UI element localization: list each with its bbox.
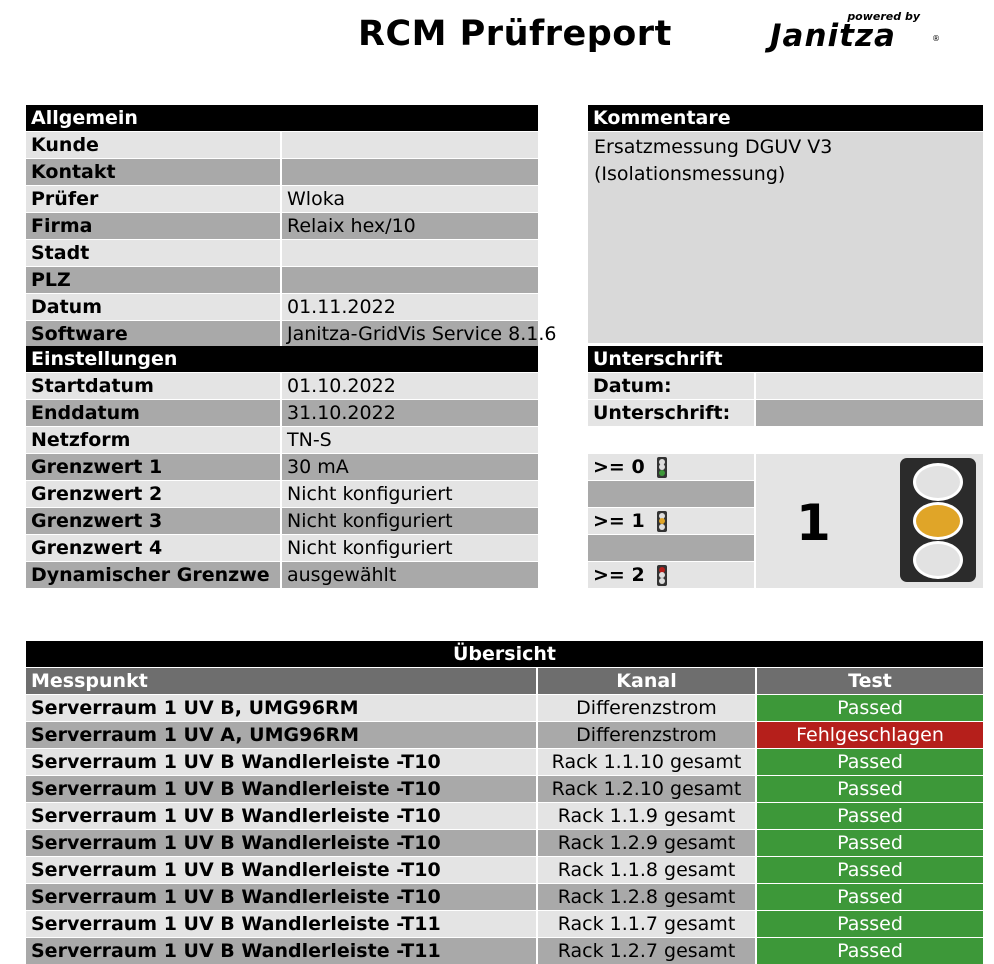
einstellungen-label: Startdatum [26, 373, 280, 399]
column-header-test: Test [757, 668, 983, 694]
logo-name: Janitza [770, 18, 896, 54]
test-status-badge: Passed [757, 884, 983, 910]
test-status-badge: Passed [757, 938, 983, 964]
einstellungen-label: Enddatum [26, 400, 280, 426]
einstellungen-value: 01.10.2022 [282, 373, 538, 399]
einstellungen-row [26, 562, 538, 588]
allgemein-row [26, 186, 538, 212]
allgemein-value [282, 159, 538, 185]
allgemein-header-blank [282, 105, 538, 131]
allgemein-row [26, 294, 538, 320]
kanal-cell: Rack 1.1.9 gesamt [538, 803, 755, 829]
kanal-cell: Differenzstrom [538, 722, 755, 748]
allgemein-label: Kunde [26, 132, 280, 158]
test-status-badge: Passed [757, 695, 983, 721]
allgemein-label: Prüfer [26, 186, 280, 212]
einstellungen-value: Nicht konfiguriert [282, 481, 538, 507]
traffic-light-green-icon [657, 457, 667, 478]
unterschrift-datum-value [756, 373, 983, 399]
messpunkt-cell: Serverraum 1 UV A, UMG96RM [26, 722, 536, 748]
ampel-legend-label: >= 0 [593, 456, 645, 478]
messpunkt-cell: Serverraum 1 UV B Wandlerleiste -T11 [26, 938, 536, 964]
einstellungen-row [26, 373, 538, 399]
kanal-cell: Rack 1.1.10 gesamt [538, 749, 755, 775]
comment-line: (Isolationsmessung) [594, 163, 786, 185]
kommentare-header: Kommentare [588, 105, 983, 131]
test-status-badge: Passed [757, 776, 983, 802]
allgemein-label: Kontakt [26, 159, 280, 185]
einstellungen-value: 31.10.2022 [282, 400, 538, 426]
allgemein-label: Stadt [26, 240, 280, 266]
allgemein-row [26, 267, 538, 293]
table-row [26, 722, 983, 748]
allgemein-value: Relaix hex/10 [282, 213, 538, 239]
kanal-cell: Rack 1.1.7 gesamt [538, 911, 755, 937]
messpunkt-cell: Serverraum 1 UV B Wandlerleiste -T10 [26, 749, 536, 775]
einstellungen-value: ausgewählt [282, 562, 538, 588]
einstellungen-label: Grenzwert 4 [26, 535, 280, 561]
messpunkt-cell: Serverraum 1 UV B Wandlerleiste -T10 [26, 884, 536, 910]
einstellungen-value: TN-S [282, 427, 538, 453]
table-row [26, 884, 983, 910]
allgemein-header-row [26, 105, 538, 131]
test-status-badge: Passed [757, 830, 983, 856]
allgemein-value: Janitza-GridVis Service 8.1.6 [282, 321, 538, 347]
unterschrift-header-blank [756, 346, 983, 372]
table-row [26, 749, 983, 775]
einstellungen-label: Netzform [26, 427, 280, 453]
test-status-badge: Passed [757, 911, 983, 937]
einstellungen-value: Nicht konfiguriert [282, 535, 538, 561]
unterschrift-datum-label: Datum: [588, 373, 754, 399]
test-status-badge: Fehlgeschlagen [757, 722, 983, 748]
allgemein-row [26, 240, 538, 266]
einstellungen-header-row [26, 346, 538, 372]
ampel-legend-1 [588, 508, 754, 534]
allgemein-row [26, 132, 538, 158]
page-title: RCM Prüfreport [358, 14, 672, 54]
allgemein-label: Software [26, 321, 280, 347]
einstellungen-value: Nicht konfiguriert [282, 508, 538, 534]
einstellungen-row [26, 454, 538, 480]
ampel-legend-2 [588, 562, 754, 588]
traffic-light-yellow-icon [657, 511, 667, 532]
traffic-light-red-icon [657, 565, 667, 586]
unterschrift-sign-value [756, 400, 983, 426]
allgemein-header: Allgemein [26, 105, 282, 131]
einstellungen-header: Einstellungen [26, 346, 282, 372]
kanal-cell: Rack 1.2.8 gesamt [538, 884, 755, 910]
kanal-cell: Rack 1.1.8 gesamt [538, 857, 755, 883]
allgemein-label: Datum [26, 294, 280, 320]
janitza-logo [768, 10, 948, 60]
ampel-legend-spacer [588, 481, 754, 507]
einstellungen-row [26, 400, 538, 426]
allgemein-value [282, 132, 538, 158]
einstellungen-label: Grenzwert 1 [26, 454, 280, 480]
logo-registered-mark: ® [932, 34, 940, 43]
allgemein-value [282, 240, 538, 266]
kanal-cell: Rack 1.2.9 gesamt [538, 830, 755, 856]
table-row [26, 911, 983, 937]
uebersicht-title: Übersicht [26, 641, 983, 667]
kanal-cell: Differenzstrom [538, 695, 755, 721]
einstellungen-value: 30 mA [282, 454, 538, 480]
einstellungen-row [26, 535, 538, 561]
allgemein-value: Wloka [282, 186, 538, 212]
kommentare-box [588, 132, 983, 343]
einstellungen-label: Dynamischer Grenzwe [26, 562, 280, 588]
allgemein-value [282, 267, 538, 293]
ampel-legend-0 [588, 454, 754, 480]
warning-count: 1 [796, 494, 831, 552]
table-row [26, 857, 983, 883]
unterschrift-header-row [588, 346, 983, 372]
table-row [26, 830, 983, 856]
unterschrift-datum-row [588, 373, 983, 399]
messpunkt-cell: Serverraum 1 UV B Wandlerleiste -T10 [26, 803, 536, 829]
test-status-badge: Passed [757, 749, 983, 775]
kommentare-header-row [588, 105, 983, 131]
kanal-cell: Rack 1.2.10 gesamt [538, 776, 755, 802]
einstellungen-header-blank [282, 346, 538, 372]
traffic-light-bulb-bottom [913, 541, 963, 579]
test-status-badge: Passed [757, 803, 983, 829]
test-status-badge: Passed [757, 857, 983, 883]
column-header-messpunkt: Messpunkt [26, 668, 536, 694]
allgemein-row [26, 159, 538, 185]
table-row [26, 776, 983, 802]
table-row [26, 695, 983, 721]
comment-line: Ersatzmessung DGUV V3 [594, 136, 833, 158]
messpunkt-cell: Serverraum 1 UV B Wandlerleiste -T10 [26, 857, 536, 883]
kanal-cell: Rack 1.2.7 gesamt [538, 938, 755, 964]
uebersicht-header-row [26, 668, 983, 694]
unterschrift-sign-label: Unterschrift: [588, 400, 754, 426]
einstellungen-label: Grenzwert 2 [26, 481, 280, 507]
messpunkt-cell: Serverraum 1 UV B Wandlerleiste -T10 [26, 830, 536, 856]
allgemein-label: PLZ [26, 267, 280, 293]
messpunkt-cell: Serverraum 1 UV B, UMG96RM [26, 695, 536, 721]
messpunkt-cell: Serverraum 1 UV B Wandlerleiste -T11 [26, 911, 536, 937]
traffic-light-icon [900, 458, 976, 582]
logo-powered-by: powered by [847, 10, 920, 23]
traffic-light-bulb-middle-active [913, 502, 963, 540]
allgemein-row [26, 213, 538, 239]
unterschrift-header: Unterschrift [588, 346, 756, 372]
einstellungen-row [26, 481, 538, 507]
allgemein-label: Firma [26, 213, 280, 239]
ampel-legend-label: >= 1 [593, 510, 645, 532]
unterschrift-sign-row [588, 400, 983, 426]
column-header-kanal: Kanal [538, 668, 755, 694]
allgemein-value: 01.11.2022 [282, 294, 538, 320]
ampel-legend-label: >= 2 [593, 564, 645, 586]
traffic-light-bulb-top [913, 463, 963, 501]
allgemein-row [26, 321, 557, 347]
einstellungen-row [26, 427, 538, 453]
messpunkt-cell: Serverraum 1 UV B Wandlerleiste -T10 [26, 776, 536, 802]
table-row [26, 803, 983, 829]
einstellungen-row [26, 508, 538, 534]
table-row [26, 938, 983, 964]
einstellungen-label: Grenzwert 3 [26, 508, 280, 534]
ampel-legend-spacer [588, 535, 754, 561]
